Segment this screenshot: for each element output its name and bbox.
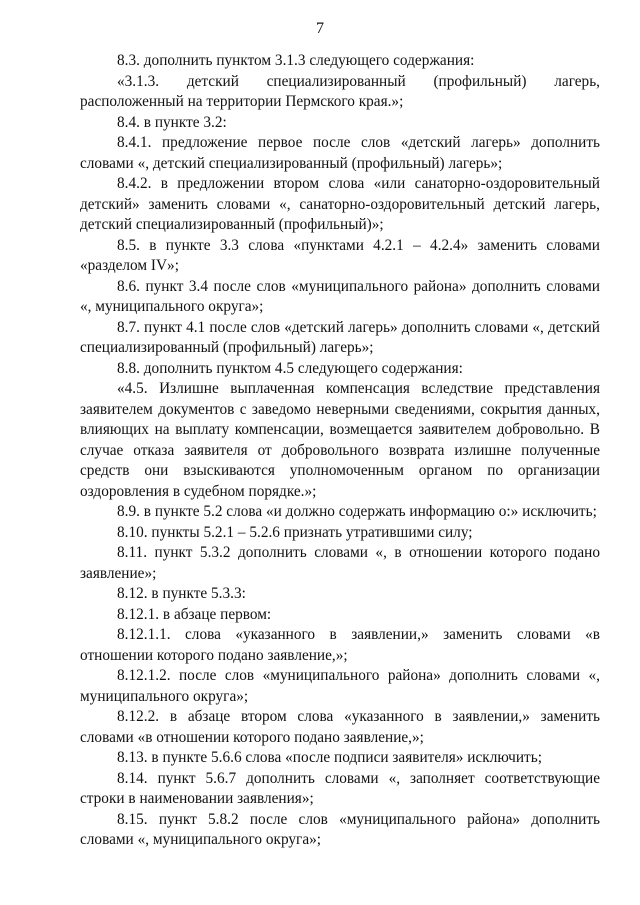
paragraph-8-14: 8.14. пункт 5.6.7 дополнить словами «, заполняет соответствующие строки в наименовании заявления»; xyxy=(80,769,600,807)
paragraph-8-5: 8.5. в пункте 3.3 слова «пунктами 4.2.1 – 4.2.4» заменить словами «разделом IV»; xyxy=(80,236,600,274)
paragraph-8-9: 8.9. в пункте 5.2 слова «и должно содержать информацию о:» исключить; xyxy=(117,503,597,520)
paragraph-8-3: 8.3. дополнить пунктом 3.1.3 следующего содержания: xyxy=(117,52,475,69)
paragraph-8-13: 8.13. в пункте 5.6.6 слова «после подписи заявителя» исключить; xyxy=(117,749,542,766)
paragraph-8-12: 8.12. в пункте 5.3.3: xyxy=(117,585,246,602)
paragraph-8-4: 8.4. в пункте 3.2: xyxy=(117,113,227,131)
paragraph-8-12-1-2: 8.12.1.2. после слов «муниципального района» дополнить словами «, муниципального округа»; xyxy=(80,667,600,705)
paragraph-8-12-2: 8.12.2. в абзаце втором слова «указанного в заявлении,» заменить словами «в отношении которого подано заявление,»; xyxy=(80,708,600,746)
paragraph-8-12-1: 8.12.1. в абзаце первом: xyxy=(117,605,272,623)
document-body xyxy=(80,51,600,851)
paragraph-8-11: 8.11. пункт 5.3.2 дополнить словами «, в отношении которого подано заявление»; xyxy=(80,544,600,582)
paragraph-8-15: 8.15. пункт 5.8.2 после слов «муниципального района» дополнить словами «, муниципального округа»; xyxy=(80,810,600,848)
paragraph-4-5-text: «4.5. Излишне выплаченная компенсация вследствие представления заявителем документов с заведомо неверными сведениями, сокрытия данных, влияющих на выплату компенсации, возмещается заявителем добровольно. В случае отказа заявителя от добровольного возврата излишне полученные средств они взыскиваются уполномоченным органом по организации оздоровления в судебном порядке.»; xyxy=(80,380,600,500)
paragraph-8-4-1: 8.4.1. предложение первое после слов «детский лагерь» дополнить словами «, детский специализированный (профильный) лагерь»; xyxy=(80,134,600,172)
paragraph-8-10: 8.10. пункты 5.2.1 – 5.2.6 признать утратившими силу; xyxy=(117,523,473,541)
paragraph-8-8: 8.8. дополнить пунктом 4.5 следующего содержания: xyxy=(117,359,463,377)
paragraph-8-6: 8.6. пункт 3.4 после слов «муниципального района» дополнить словами «, муниципального округа»; xyxy=(80,277,600,315)
paragraph-3-1-3-text: «3.1.3. детский специализированный (профильный) лагерь, расположенный на территории Пермского края.»; xyxy=(80,72,600,110)
page-number: 7 xyxy=(316,20,324,37)
paragraph-8-4-2: 8.4.2. в предложении втором слова «или санаторно-оздоровительный детский» заменить словами «, санаторно-оздоровительный детский лагерь, детский специализированный (профильный)»; xyxy=(80,175,600,233)
paragraph-8-12-1-1: 8.12.1.1. слова «указанного в заявлении,» заменить словами «в отношении которого подано заявление,»; xyxy=(80,626,600,664)
paragraph-8-7: 8.7. пункт 4.1 после слов «детский лагерь» дополнить словами «, детский специализированный (профильный) лагерь»; xyxy=(80,318,600,356)
